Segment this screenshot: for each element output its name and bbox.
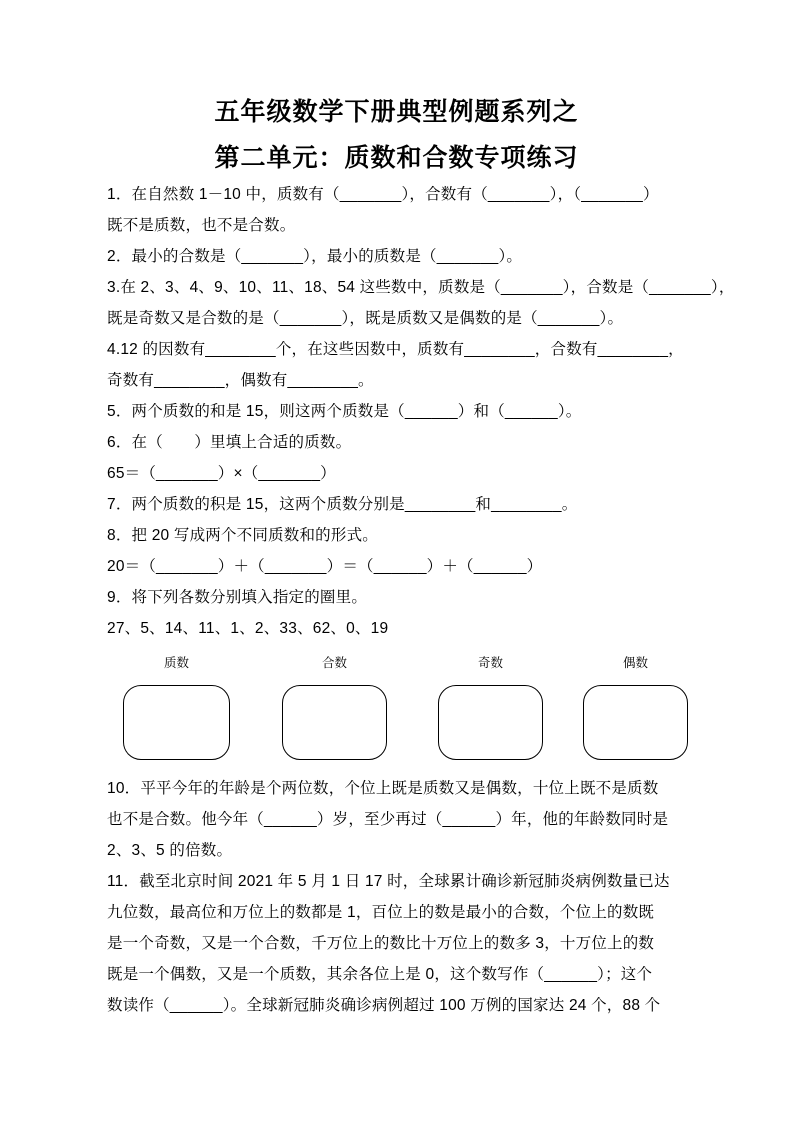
question-1-line-2: 既不是质数，也不是合数。: [107, 217, 296, 234]
question-8-line-1: 8．把 20 写成两个不同质数和的形式。: [107, 527, 378, 544]
question-6-equation: 65＝（_______）×（_______）: [107, 465, 336, 482]
document-title-line1: 五年级数学下册典型例题系列之: [214, 98, 579, 126]
question-7-line-1: 7．两个质数的积是 15，这两个质数分别是________和________。: [107, 496, 578, 513]
question-11-line-2: 九位数，最高位和万位上的数都是 1，百位上的数是最小的合数，个位上的数既: [107, 904, 655, 921]
question-11-line-1: 11．截至北京时间 2021 年 5 月 1 日 17 时，全球累计确诊新冠肺炎病例数量已达: [107, 873, 670, 890]
document-title-line2: 第二单元：质数和合数专项练习: [214, 144, 579, 172]
evens-answer-box: [583, 685, 688, 760]
question-4-line-1: 4.12 的因数有________个，在这些因数中，质数有________，合数有________，: [107, 341, 684, 358]
question-11-line-3: 是一个奇数，又是一个合数，千万位上的数比十万位上的数多 3，十万位上的数: [107, 935, 655, 952]
question-1-line-1: 1．在自然数 1－10 中，质数有（_______），合数有（_______），（_______）: [107, 186, 659, 203]
question-10-line-3: 2、3、5 的倍数。: [107, 842, 233, 859]
evens-box-label: 偶数: [622, 656, 648, 670]
question-11-line-5: 数读作（______）。全球新冠肺炎确诊病例超过 100 万例的国家达 24 个，88 个: [107, 997, 661, 1014]
question-10-line-1: 10．平平今年的年龄是个两位数，个位上既是质数又是偶数，十位上既不是质数: [107, 780, 659, 797]
question-11-line-4: 既是一个偶数，又是一个质数，其余各位上是 0，这个数写作（______）；这个: [107, 966, 653, 983]
question-6-line-1: 6．在（ ）里填上合适的质数。: [107, 434, 352, 451]
odds-answer-box: [438, 685, 543, 760]
question-2-line-1: 2．最小的合数是（_______），最小的质数是（_______）。: [107, 248, 523, 265]
question-3-line-2: 既是奇数又是合数的是（_______），既是质数又是偶数的是（_______）。: [107, 310, 624, 327]
question-10-line-2: 也不是合数。他今年（______）岁，至少再过（______）年，他的年龄数同时是: [107, 811, 669, 828]
question-4-line-2: 奇数有________，偶数有________。: [107, 372, 374, 389]
question-8-equation: 20＝（_______）＋（_______）＝（______）＋（______）: [107, 558, 543, 575]
primes-answer-box: [123, 685, 230, 760]
question-3-line-1: 3.在 2、3、4、9、10、11、18、54 这些数中，质数是（_______），合数是（_______），: [107, 279, 735, 296]
question-9-line-1: 9．将下列各数分别填入指定的圈里。: [107, 589, 368, 606]
odds-box-label: 奇数: [477, 656, 503, 670]
primes-box-label: 质数: [163, 656, 189, 670]
composites-answer-box: [282, 685, 387, 760]
question-9-number-list: 27、5、14、11、1、2、33、62、0、19: [107, 620, 389, 637]
composites-box-label: 合数: [321, 656, 347, 670]
question-5-line-1: 5．两个质数的和是 15，则这两个质数是（______）和（______）。: [107, 403, 582, 420]
